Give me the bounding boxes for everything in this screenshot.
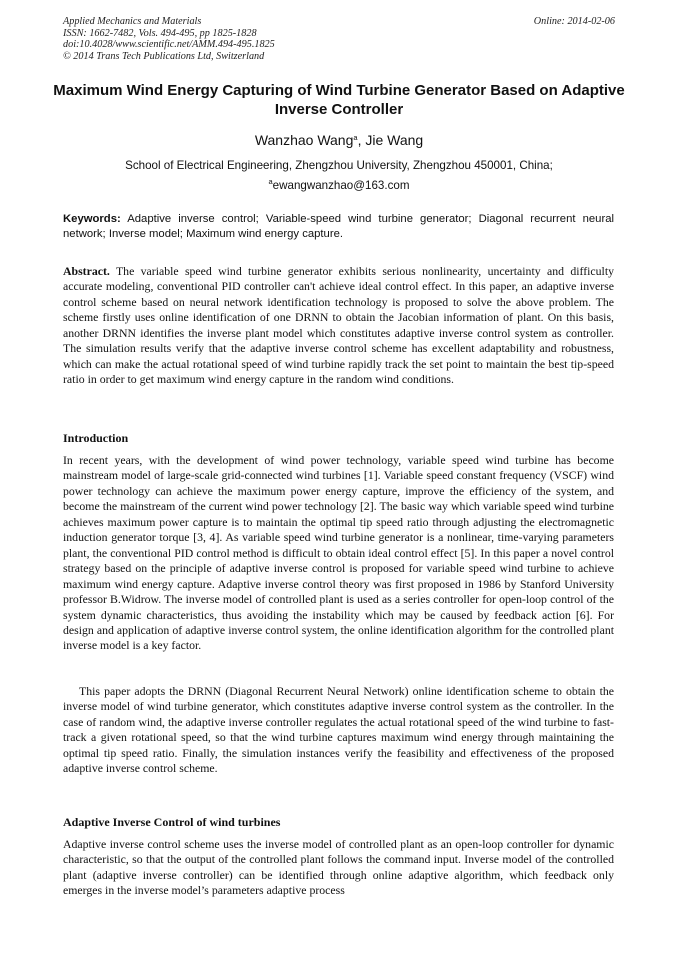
author-1-sup: a — [353, 133, 358, 142]
abstract — [63, 264, 614, 388]
author-line — [40, 131, 638, 149]
email-line — [40, 178, 638, 193]
keywords-text: Adaptive inverse control; Variable-speed wind turbine generator; Diagonal recurrent neural network; Inverse model; Maximum wind energy capture. — [63, 213, 614, 241]
paper-title: Maximum Wind Energy Capturing of Wind Turbine Generator Based on Adaptive Inverse Controller — [53, 82, 625, 118]
abstract-label: Abstract. — [63, 264, 110, 278]
keywords-label: Keywords: — [63, 213, 121, 225]
intro-paragraph-1: In recent years, with the development of wind power technology, variable speed wind turbine has become mainstream model of large-scale grid-connected wind turbines [1]. Variable speed constant frequency (VSCF) wind power technology can achieve the maximum power energy capture, improve the efficiency of the system, and become the mainstream of the current wind power technology [2]. The basic way which variable speed wind turbine achieves maximum power capture is to maintain the optimal tip speed ratio through adjusting the electromagnetic induction generator torque [3, 4]. As variable speed wind turbine generator is a nonlinear, time-varying parameters plant, the conventional PID control method is difficult to obtain ideal control effect [5]. In this paper a novel control strategy based on the principle of adaptive inverse control is proposed for variable speed wind turbine to achieve maximum wind energy capture. Adaptive inverse control theory was first proposed in 1986 by Stanford University professor B.Widrow. The inverse model of controlled plant is used as a series controller for open-loop control of the system dynamic characteristics, thus avoiding the instability which may be caused by feedback action [6]. For design and application of adaptive inverse control system, the online identification algorithm for the controlled plant inverse model is a key factor. — [63, 453, 614, 653]
intro-paragraph-2: This paper adopts the DRNN (Diagonal Recurrent Neural Network) online identification scheme to obtain the inverse model of wind turbine generator, which constitutes adaptive inverse control system as the controller. In the case of random wind, the adaptive inverse controller regulates the actual rotational speed of the wind turbine to fast-track a given rotational speed, so that the wind turbine captures maximum wind energy through maintaining the optimal tip speed ratio. Finally, the simulation instances verify the feasibility and effectiveness of the proposed adaptive inverse control scheme. — [63, 684, 614, 776]
author-2: , Jie Wang — [357, 132, 424, 148]
author-1: Wanzhao Wang — [254, 132, 354, 148]
journal-name: Applied Mechanics and Materials — [63, 16, 202, 27]
section-heading-adaptive-inverse-control: Adaptive Inverse Control of wind turbines — [63, 815, 281, 829]
affiliation: School of Electrical Engineering, Zhengzhou University, Zhengzhou 450001, China; — [125, 159, 553, 172]
online-date-text: Online: 2014-02-06 — [533, 16, 615, 27]
journal-header — [63, 16, 275, 62]
abstract-text: The variable speed wind turbine generator exhibits serious nonlinearity, uncertainty and difficulty accurate modeling, conventional PID controller can't achieve ideal control effect. In this paper, an adaptive inverse control scheme based on neural network identification technology is proposed to solve the above problem. The scheme firstly uses online identification of one DRNN to obtain the Jacobian information of plant. On this basis, another DRNN identifies the inverse plant model which constitutes adaptive inverse control system as controller. The simulation results verify that the adaptive inverse control scheme has excellent adaptability and robustness, which can make the actual rotational speed of wind turbine rapidly track the set point to maintain the best tip-speed ratio in order to get maximum wind energy capture in the random wind conditions. — [63, 264, 614, 387]
issn-line: ISSN: 1662-7482, Vols. 494-495, pp 1825-1828 — [63, 27, 257, 39]
section-heading-introduction: Introduction — [63, 431, 129, 445]
doi-line: doi:10.4028/www.scientific.net/AMM.494-495.1825 — [63, 39, 275, 51]
aic-paragraph-1: Adaptive inverse control scheme uses the inverse model of controlled plant as an open-loop controller for dynamic characteristic, so that the output of the controlled plant follows the command input. Inverse model of the controlled plant (adaptive inverse controller) can be identified through online adaptive algorithm, which feedback only emerges in the inverse model’s parameters adaptive process — [63, 837, 614, 898]
online-date — [534, 16, 615, 28]
keywords — [63, 212, 614, 242]
copyright-line: © 2014 Trans Tech Publications Ltd, Switzerland — [63, 50, 265, 62]
email-address: ewangwanzhao@163.com — [272, 179, 410, 192]
email-sup: a — [268, 177, 273, 186]
